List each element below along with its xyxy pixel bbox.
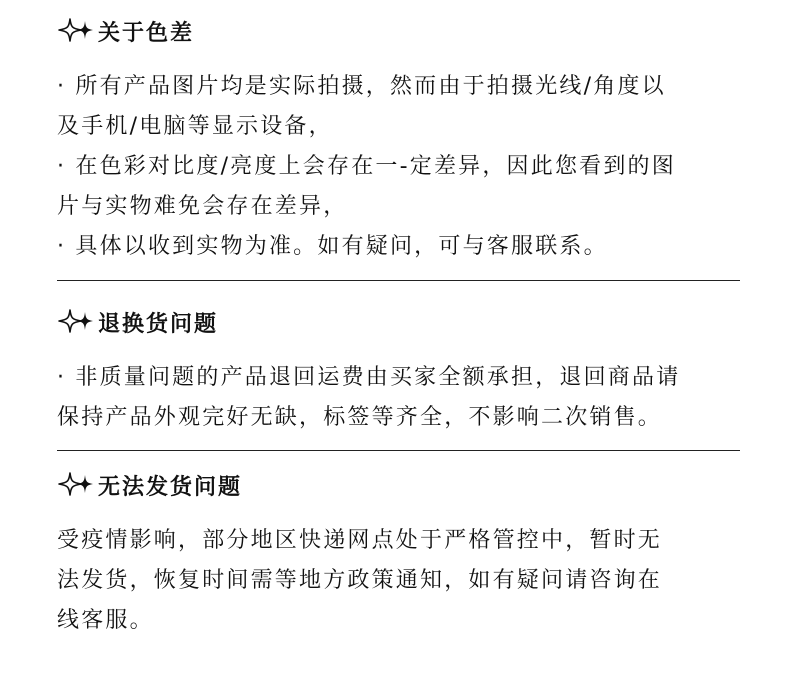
text-line: · 非质量问题的产品退回运费由买家全额承担，退回商品请 (57, 365, 681, 390)
sparkle-icon (57, 17, 95, 43)
section-body (57, 67, 769, 267)
section-title: 无法发货问题 (98, 474, 243, 500)
text-line: · 所有产品图片均是实际拍摄，然而由于拍摄光线/角度以 (57, 74, 666, 99)
section-returns (57, 307, 769, 438)
section-title: 退换货问题 (98, 311, 219, 337)
section-body (57, 358, 769, 438)
section-color-difference (57, 16, 769, 267)
text-line: · 具体以收到实物为准。如有疑问，可与客服联系。 (57, 234, 608, 259)
text-line: 受疫情影响，部分地区快递网点处于严格管控中，暂时无 (57, 528, 663, 553)
section-heading (57, 470, 769, 500)
sparkle-icon (57, 471, 95, 497)
text-line: · 在色彩对比度/亮度上会存在一-定差异，因此您看到的图 (57, 154, 676, 179)
text-line: 及手机/电脑等显示设备， (57, 114, 333, 139)
section-divider (57, 280, 740, 281)
section-body (57, 521, 769, 641)
section-title: 关于色差 (98, 20, 195, 46)
text-line: 法发货，恢复时间需等地方政策通知，如有疑问请咨询在 (57, 568, 663, 593)
section-heading (57, 16, 769, 46)
section-heading (57, 307, 769, 337)
sparkle-icon (57, 308, 95, 334)
text-line: 线客服。 (57, 608, 154, 633)
section-shipping-unavailable (57, 470, 769, 641)
text-line: 片与实物难免会存在差异， (57, 194, 348, 219)
text-line: 保持产品外观完好无缺，标签等齐全，不影响二次销售。 (57, 405, 663, 430)
section-divider (57, 450, 740, 451)
